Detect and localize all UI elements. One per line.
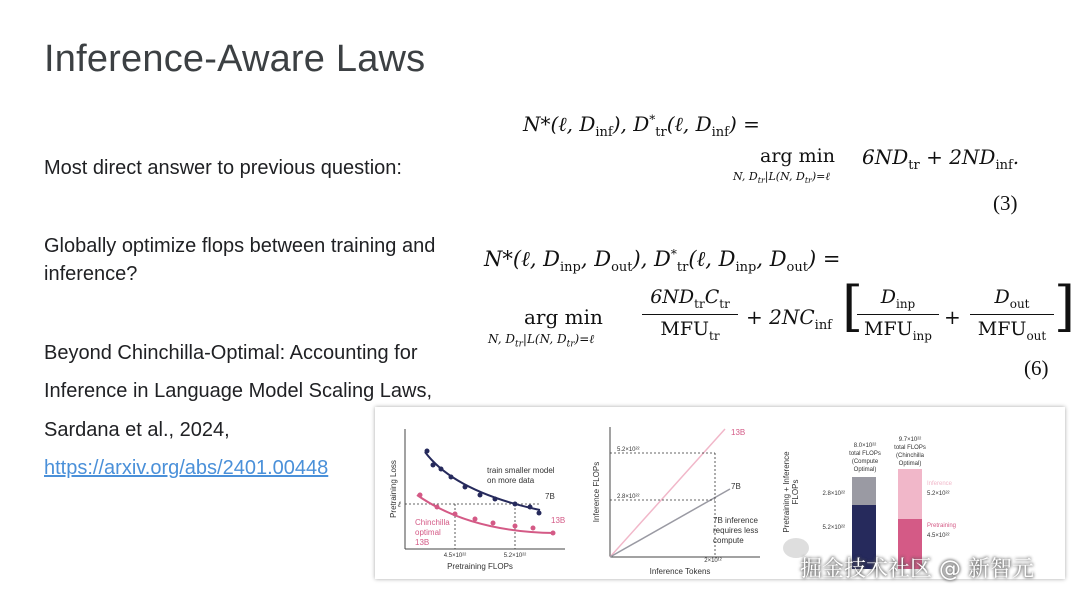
panel3-bar2-top-3: (Chinchilla [895,453,925,459]
panel3-pretraining-label: Pretraining [927,523,957,529]
panel3-left-1: 2.8×10²² [822,491,845,497]
panel-pretraining-loss [389,429,565,571]
panel-inference-flops [592,427,760,576]
panel1-xlabel: Pretraining FLOPs [447,562,513,571]
equation-6-frac-train: $6ND_{tr}C_{tr}$ $MFU_{tr}$ [642,286,738,343]
panel3-inference-label: Inference [927,481,953,487]
arxiv-link[interactable]: https://arxiv.org/abs/2401.00448 [44,457,329,479]
panel2-y-tick-2: 2.8×10²² [617,494,640,500]
panel3-bar2-top-2: total FLOPs [894,445,926,451]
panel2-note-2: requires less [713,526,759,535]
panel2-label-13b: 13B [731,428,746,437]
panel2-label-7b: 7B [731,482,741,491]
panel1-note-1: train smaller model [487,466,555,475]
panel1-ell: ℓ [397,500,401,509]
reference-line-1: Beyond Chinchilla-Optimal: Accounting for [44,342,418,364]
equation-6-number: (6) [1024,356,1049,380]
panel1-label-7b: 7B [545,492,555,501]
equation-6-subscript: N, $D_{tr}|L(N$, $D_{tr})=\ell$ [488,332,595,350]
equation-6-lhs: N*(ℓ, $D_{inp}$, $D_{out}$), $D^*_{tr}(\ell$, $D_{inp}$, $D_{out}$) = [484,247,841,276]
panel1-chin-1: Chinchilla [415,518,450,527]
panel3-bar1-top-4: Optimal) [853,467,877,473]
panel1-label-13b: 13B [551,516,566,525]
equation-3-objective: $6ND_{tr} + 2ND_{inf}$. [862,145,1020,173]
watermark: 掘金技术社区 @ 新智元 [800,557,1034,582]
equation-3-number: (3) [993,191,1018,215]
equation-6-left-bracket: [ [842,275,864,338]
equation-3-lhs: N*(ℓ, $D_{inf}$), $D^*_{tr}(\ell$, $D_{inf}$) = [523,112,760,140]
equation-6-inference-term: + $2NC_{inf}$ [746,305,832,333]
panel3-left-2: 5.2×10²² [822,525,845,531]
panel1-ylabel: Pretraining Loss [389,460,398,518]
panel1-tick-2: 5.2×10²² [503,553,527,559]
reference-line-3: Sardana et al., 2024, [44,419,230,441]
question-text: Most direct answer to previous question: [44,157,402,179]
equation-6-argmin: arg min [524,305,603,329]
panel2-x-tick-1: 2×10¹² [704,558,722,564]
equation-6-frac-out: $D_{out}$ $MFU_{out}$ [970,286,1054,343]
reference-line-2: Inference in Language Model Scaling Laws, [44,380,433,402]
equation-6-right-bracket: ] [1054,275,1076,338]
panel2-xlabel: Inference Tokens [649,567,711,576]
panel3-ylabel-2: FLOPs [791,479,800,505]
equation-3-subscript: N, $D_{tr}|L(N$, $D_{tr})=\ell$ [733,170,830,186]
equation-6-plus: + [944,305,961,329]
panel3-pretraining-val: 4.5×10²² [927,533,950,539]
panel3-bar1-top-3: (Compute [851,459,879,465]
panel2-ylabel: Inference FLOPs [592,461,601,523]
equation-6-frac-inp: $D_{inp}$ $MFU_{inp}$ [857,286,939,343]
global-text-line-2: inference? [44,263,138,285]
panel1-note-2: on more data [487,476,535,485]
panel3-bar2-inference [898,469,922,519]
panel3-bar1-top-1: 8.0×10²² [853,443,877,449]
panel2-note-1: 7B inference [713,516,758,525]
slide-title: Inference-Aware Laws [44,38,426,80]
panel3-bar1-inference [852,477,876,505]
panel3-bar2-top-1: 9.7×10²² [898,437,922,443]
global-text-line-1: Globally optimize flops between training and [44,235,436,257]
panel2-note-3: compute [713,536,744,545]
equation-3-argmin: arg min [760,145,835,167]
panel3-bar2-top-4: Optimal) [898,461,922,467]
panel1-chin-2: optimal [415,528,441,537]
panel1-tick-1: 4.5×10²² [443,553,467,559]
panel3-bar1-top-2: total FLOPs [849,451,881,457]
panel3-ylabel-1: Pretraining + Inference [782,451,791,533]
panel1-chin-3: 13B [415,538,430,547]
panel3-inference-val: 5.2×10²² [927,491,950,497]
panel2-y-tick-1: 5.2×10²² [617,447,640,453]
